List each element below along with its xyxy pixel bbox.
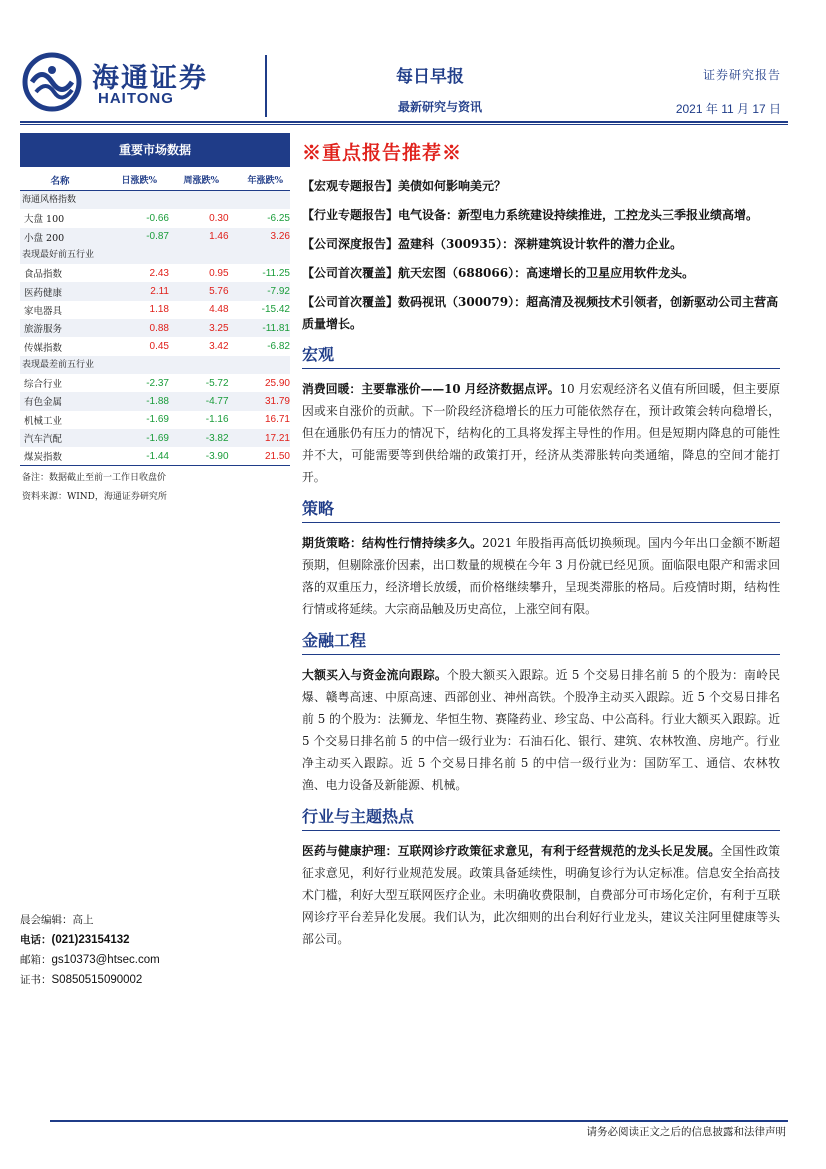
main-content: [302, 138, 780, 958]
market-cell-name: 综合行业: [24, 379, 63, 391]
market-cell-year: -15.42: [261, 304, 290, 316]
market-cell-name: 汽车汽配: [24, 434, 63, 445]
section-lead: 消费回暖：主要靠涨价——10 月经济数据点评。: [302, 382, 560, 396]
phone-label: 电话：: [20, 934, 52, 946]
market-cell-name: 小盘 200: [24, 232, 65, 244]
cert-line: [20, 972, 142, 987]
header-divider: [265, 55, 267, 117]
market-row: [20, 319, 290, 337]
email-address[interactable]: gs10373@htsec.com: [51, 954, 160, 966]
market-cell-name: 食品指数: [24, 269, 63, 281]
section-lead: 期货策略：结构性行情持续多久。: [302, 536, 483, 550]
page-subtitle: 最新研究与资讯: [397, 100, 482, 114]
section-body: 2021 年股指再高低切换频现。国内今年出口金额不断超预期，但剔除涨价因素，出口数量的规模在今年 3 月份就已经见顶。面临限电限产和需求回落的双重压力，经济增长放缓，而价格继续攀升，呈现类滞胀的格局。后疫情时期，结构性行情或将延续。大宗商品触及历史高位，上涨空间有限。: [302, 536, 780, 616]
market-cell-year: -11.25: [262, 267, 290, 279]
market-cell-week: -5.72: [205, 377, 229, 389]
market-cell-day: 0.45: [149, 341, 169, 353]
market-cell-day: -0.87: [146, 231, 169, 243]
market-cell-day: 1.18: [149, 304, 169, 316]
market-cell-name: 大盘 100: [24, 214, 65, 226]
section-paragraph: [302, 664, 780, 796]
market-cell-name: 煤炭指数: [24, 452, 63, 464]
email-label: 邮箱：: [20, 954, 52, 966]
market-section-label: 海通风格指数: [20, 191, 290, 209]
market-cell-day: -1.44: [146, 450, 169, 462]
header-rule-thin: [20, 124, 788, 125]
header-rule: [20, 121, 788, 123]
haitong-emblem-icon: [22, 52, 84, 112]
market-cell-year: 25.90: [264, 377, 290, 389]
market-cell-week: 0.95: [209, 267, 229, 279]
market-cell-name: 旅游服务: [24, 324, 63, 336]
section-lead: 大额买入与资金流向跟踪。: [302, 668, 448, 682]
recommend-title: ※重点报告推荐※: [302, 142, 463, 164]
footer-disclaimer[interactable]: 请务必阅读正文之后的信息披露和法律声明: [586, 1126, 786, 1138]
market-row: [20, 282, 290, 300]
section-paragraph: [302, 532, 780, 620]
footer-rule: [50, 1120, 788, 1122]
market-cell-week: 4.48: [209, 304, 229, 316]
market-table-bottom-rule: [20, 465, 290, 466]
haitong-logo: [22, 52, 222, 112]
market-row: [20, 337, 290, 355]
market-row: [20, 264, 290, 282]
market-cell-name: 家电器具: [24, 305, 63, 317]
market-cell-year: -7.92: [267, 286, 290, 298]
market-cell-week: 0.30: [209, 212, 229, 224]
market-row: [20, 411, 290, 429]
section-paragraph: [302, 840, 780, 950]
market-cell-year: -11.81: [262, 322, 290, 334]
market-cell-week: -4.77: [205, 395, 229, 407]
market-section-label: 表现最好前五行业: [20, 246, 290, 264]
market-row: [20, 447, 290, 465]
market-table-body: [20, 191, 290, 465]
market-row: [20, 301, 290, 319]
market-cell-day: 0.88: [149, 322, 169, 334]
recommend-item: 【行业专题报告】电气设备：新型电力系统建设持续推进，工控龙头三季报业绩高增。: [302, 208, 759, 222]
market-cell-week: -3.90: [205, 450, 229, 462]
section-paragraph: [302, 378, 780, 488]
section-title: 金融工程: [302, 628, 780, 655]
recommend-item: 【公司首次覆盖】航天宏图（688066）：高速增长的卫星应用软件龙头。: [302, 266, 695, 280]
email-line: [20, 952, 160, 967]
market-cell-day: -0.66: [146, 212, 169, 224]
market-cell-year: 17.21: [264, 432, 290, 444]
section-quant: [302, 628, 780, 796]
market-cell-year: 16.71: [264, 414, 290, 426]
market-cell-year: 3.26: [270, 231, 290, 243]
phone-number: (021)23154132: [51, 934, 130, 946]
market-cell-day: -1.69: [146, 414, 169, 426]
market-section-label: 表现最差前五行业: [20, 356, 290, 374]
recommend-item: 【公司首次覆盖】数码视讯（300079）：超高清及视频技术引领者，创新驱动公司主营高质量增长。: [302, 295, 779, 331]
col-week-header: 周涨跌%: [183, 176, 219, 186]
market-cell-day: -1.69: [146, 432, 169, 444]
logo-chinese-text: 海通证券: [92, 63, 208, 94]
section-body: 全国性政策征求意见，利好行业规范发展。政策具备延续性，明确复诊行为认定标准。信息安全抬高技术门槛，利好大型互联网医疗企业。未明确收费限制，自费部分可市场化定价，有利于互联网诊疗平台差异化发展。我们认为，此次细则的出台利好行业龙头，建议关注阿里健康等头部公司。: [302, 844, 780, 946]
market-row: [20, 228, 290, 246]
market-note: 备注：数据截止至前一工作日收盘价: [22, 473, 167, 484]
market-cell-year: -6.82: [267, 341, 290, 353]
col-day-header: 日涨跌%: [121, 176, 157, 186]
market-row: [20, 209, 290, 227]
section-strategy: [302, 496, 780, 620]
market-cell-name: 医药健康: [24, 287, 63, 299]
market-table-header: [20, 169, 290, 191]
section-industry: [302, 804, 780, 950]
section-title: 策略: [302, 496, 780, 523]
market-cell-name: 传媒指数: [24, 342, 63, 354]
logo-english-text: HAITONG: [98, 90, 174, 107]
section-body: 10 月宏观经济名义值有所回暖，但主要原因或来自涨价的贡献。下一阶段经济稳增长的压力可能依然存在，预计政策会转向稳增长，但在通胀仍有压力的情况下，结构化的工具将发挥主导性的作用。但是短期内降息的可能性并不大，可能需要等到供给端的政策打开，经济从类滞胀转向类通缩，降息的空间才能打开。: [302, 382, 780, 484]
market-row: [20, 374, 290, 392]
market-cell-week: -1.16: [205, 414, 229, 426]
market-cell-week: -3.82: [205, 432, 229, 444]
cert-number: S0850515090002: [51, 974, 143, 986]
section-title: 宏观: [302, 342, 780, 369]
market-cell-name: 有色金属: [24, 397, 63, 409]
recommend-item: 【宏观专题报告】美债如何影响美元？: [302, 179, 507, 193]
recommend-item: 【公司深度报告】盈建科（300935）：深耕建筑设计软件的潜力企业。: [302, 237, 683, 251]
col-year-header: 年涨跌%: [247, 176, 283, 186]
market-cell-week: 5.76: [209, 286, 229, 298]
report-date: 2021 年 11 月 17 日: [675, 102, 781, 116]
market-cell-week: 3.42: [209, 341, 229, 353]
market-data-panel: [20, 133, 290, 502]
market-cell-week: 3.25: [209, 322, 229, 334]
market-cell-year: -6.25: [267, 212, 290, 224]
col-name-header: 名称: [50, 175, 70, 187]
market-cell-day: -1.88: [146, 395, 169, 407]
editor-line: 晨会编辑：高上: [20, 914, 94, 926]
market-source: 资料来源：WIND，海通证券研究所: [22, 492, 167, 503]
market-row: [20, 392, 290, 410]
cert-label: 证书：: [20, 974, 52, 986]
market-cell-name: 机械工业: [24, 415, 63, 427]
market-cell-year: 31.79: [264, 395, 290, 407]
market-cell-day: 2.11: [150, 286, 169, 298]
section-macro: [302, 342, 780, 488]
section-title: 行业与主题热点: [302, 804, 780, 831]
market-row: [20, 429, 290, 447]
market-cell-week: 1.46: [209, 231, 229, 243]
market-cell-day: -2.37: [146, 377, 169, 389]
report-type: 证券研究报告: [702, 68, 781, 82]
page-title: 每日早报: [396, 67, 464, 87]
section-lead: 医药与健康护理：互联网诊疗政策征求意见，有利于经营规范的龙头长足发展。: [302, 844, 721, 858]
market-cell-day: 2.43: [149, 267, 169, 279]
market-cell-year: 21.50: [264, 450, 290, 462]
market-data-title: 重要市场数据: [20, 133, 290, 167]
section-body: 个股大额买入跟踪。近 5 个交易日排名前 5 的个股为：南岭民爆、赣粤高速、中原高速、西部创业、神州高铁。个股净主动买入跟踪。近 5 个交易日排名前 5 的个股为：法狮龙、华恒生物、赛隆药业、珍宝岛、中公高科。行业大额买入跟踪。近 5 个交易日排名前 5 的中信一级行业为：石油石化、银行、建筑、农林牧渔、房地产。行业净主动买入跟踪。近 5 个交易日排名前 5 的中信一级行业为：国防军工、通信、农林牧渔、电力设备及新能源、机械。: [302, 668, 780, 792]
recommend-list: [302, 175, 780, 335]
phone-line: [20, 932, 130, 947]
